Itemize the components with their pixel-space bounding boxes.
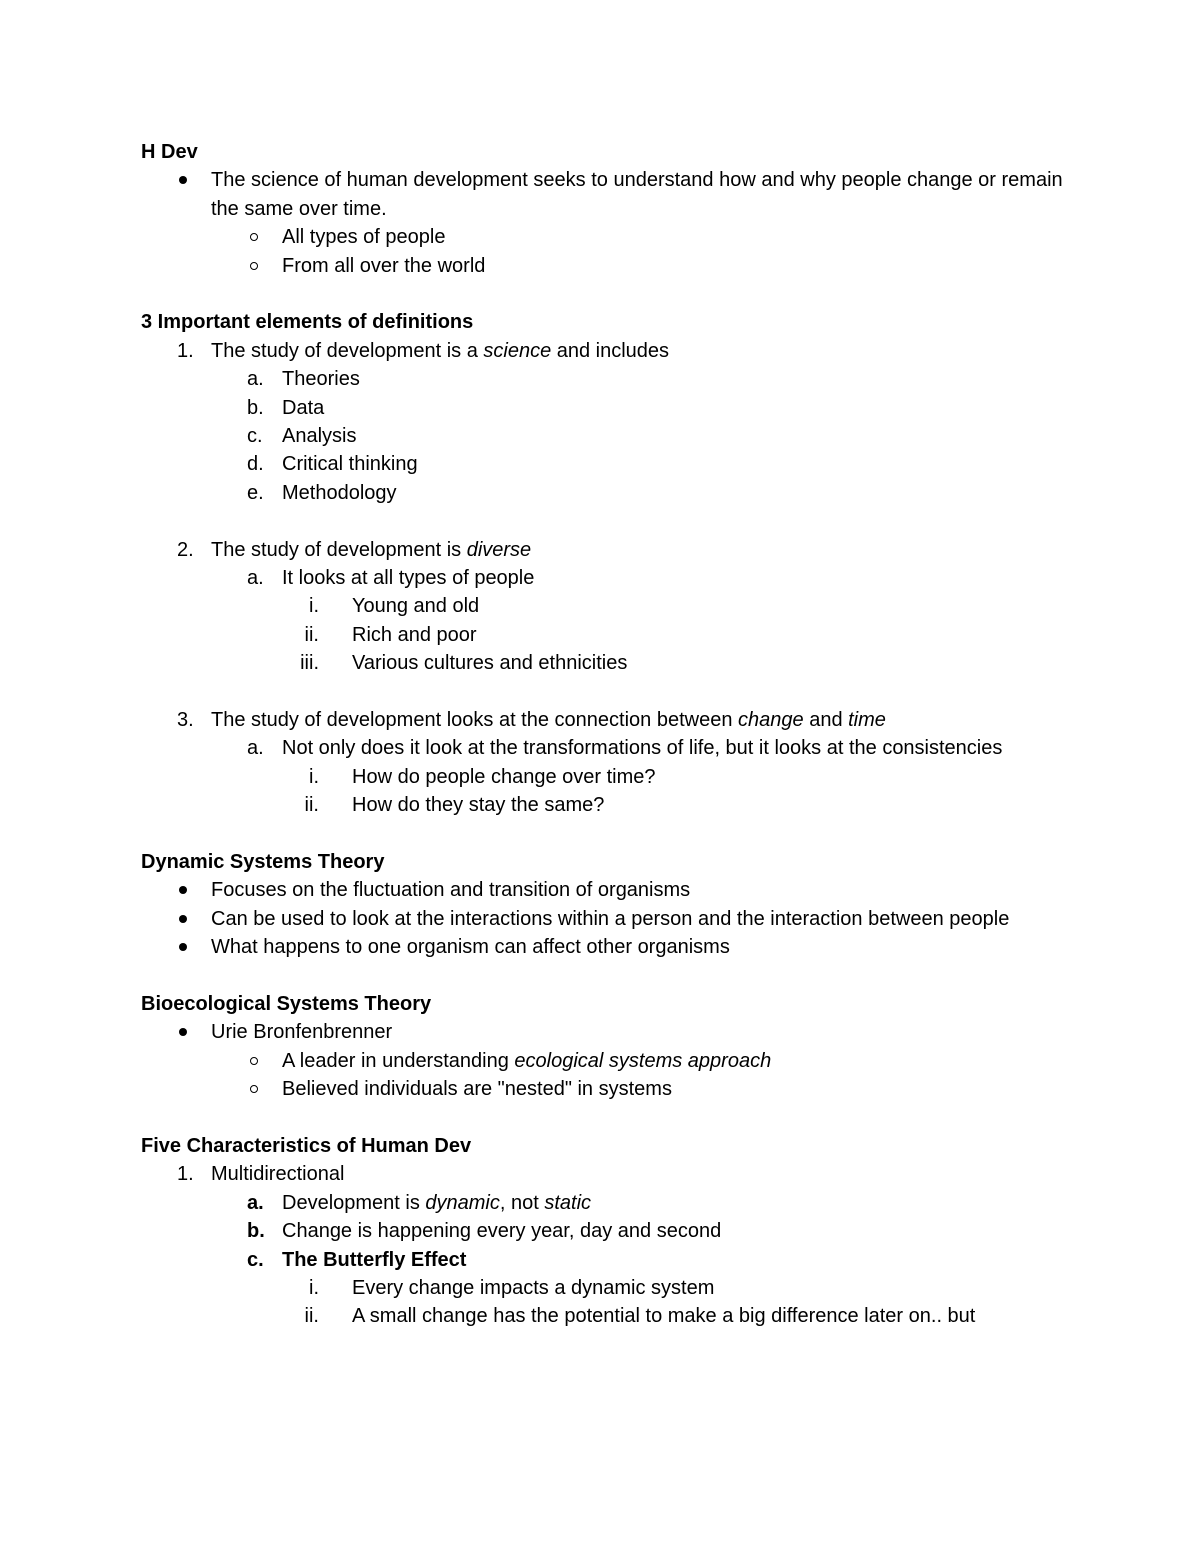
list-item-text: Theories — [282, 368, 360, 391]
list-marker: a. — [247, 368, 264, 391]
section-heading-h-dev: H Dev — [141, 141, 198, 163]
list-marker: ii. — [304, 794, 319, 817]
list-item-text: Can be used to look at the interactions within a person and the interaction between people — [211, 907, 1010, 930]
list-item-text: Critical thinking — [282, 453, 418, 476]
list-item — [141, 649, 1081, 677]
list-item — [141, 365, 1081, 393]
section-heading-elements: 3 Important elements of definitions — [141, 311, 474, 334]
list-item-text: Believed individuals are "nested" in systems — [282, 1078, 672, 1101]
list-item-text: The science of human development seeks to understand how and why people change or remain the same over time. — [211, 169, 1063, 220]
list-item-text: The study of development is diverse — [211, 538, 532, 561]
list-marker: a. — [247, 1191, 264, 1214]
list-item-text: Every change impacts a dynamic system — [352, 1277, 715, 1300]
section-heading-dynamic: Dynamic Systems Theory — [141, 851, 385, 874]
list-item-text: Rich and poor — [352, 623, 477, 646]
list-marker: e. — [247, 481, 264, 504]
list-marker: b. — [247, 1220, 265, 1243]
list-item — [141, 166, 1081, 223]
list-item — [141, 1246, 1081, 1274]
list-item-text: Focuses on the fluctuation and transition of organisms — [211, 879, 691, 902]
list-marker: b. — [247, 396, 264, 419]
list-item — [141, 252, 1081, 280]
list-item-text: The study of development is a science and includes — [211, 339, 670, 362]
list-item — [141, 536, 1081, 564]
list-item — [141, 479, 1081, 507]
list-item — [141, 592, 1081, 620]
list-item — [141, 763, 1081, 791]
list-item-text: From all over the world — [282, 254, 486, 277]
list-marker: 2. — [177, 538, 194, 561]
list-item-text: Data — [282, 396, 325, 419]
list-marker: ii. — [304, 623, 319, 646]
list-item — [141, 394, 1081, 422]
list-item-text: A small change has the potential to make a big difference later on.. but — [352, 1305, 976, 1328]
list-marker: c. — [247, 425, 263, 448]
list-item — [141, 876, 1081, 904]
document-page — [141, 138, 1081, 1331]
list-item-text: How do they stay the same? — [352, 794, 605, 817]
list-marker: d. — [247, 453, 264, 476]
bullet-circle-icon — [250, 262, 258, 270]
list-item — [141, 1160, 1081, 1188]
bullet-circle-icon — [250, 233, 258, 241]
list-item — [141, 564, 1081, 592]
list-item — [141, 1018, 1081, 1046]
list-item — [141, 450, 1081, 478]
list-item-text: Analysis — [282, 425, 357, 448]
list-item-text: Methodology — [282, 481, 397, 504]
section-heading-five-characteristics: Five Characteristics of Human Dev — [141, 1135, 472, 1158]
list-item — [141, 1302, 1081, 1330]
list-item — [141, 337, 1081, 365]
list-marker: i. — [309, 1277, 319, 1300]
list-marker: i. — [309, 595, 319, 618]
list-item — [141, 223, 1081, 251]
list-item-text: A leader in understanding ecological systems approach — [282, 1049, 772, 1072]
list-item-text: The study of development looks at the connection between change and time — [211, 709, 886, 732]
list-marker: i. — [309, 765, 319, 788]
list-marker: 3. — [177, 709, 194, 732]
list-item-text: It looks at all types of people — [282, 567, 535, 590]
list-item — [141, 1189, 1081, 1217]
bullet-dot-icon — [179, 1028, 187, 1036]
bullet-circle-icon — [250, 1057, 258, 1065]
list-marker: c. — [247, 1248, 264, 1271]
list-marker: 1. — [177, 339, 194, 362]
list-item — [141, 905, 1081, 933]
list-item — [141, 1274, 1081, 1302]
list-item-text: Not only does it look at the transformations of life, but it looks at the consistencies — [282, 737, 1003, 760]
bullet-circle-icon — [250, 1085, 258, 1093]
list-item-text: How do people change over time? — [352, 765, 656, 788]
list-item-text: The Butterfly Effect — [282, 1248, 467, 1271]
list-item-text: Various cultures and ethnicities — [352, 652, 628, 675]
list-item — [141, 706, 1081, 734]
list-item-text: Young and old — [352, 595, 480, 618]
list-item-text: What happens to one organism can affect other organisms — [211, 936, 730, 959]
list-item — [141, 422, 1081, 450]
list-marker: 1. — [177, 1163, 194, 1186]
list-item — [141, 1047, 1081, 1075]
list-item-text: All types of people — [282, 226, 446, 249]
list-item — [141, 1217, 1081, 1245]
bullet-dot-icon — [179, 943, 187, 951]
list-marker: iii. — [300, 652, 319, 675]
list-marker: ii. — [304, 1305, 319, 1328]
list-marker: a. — [247, 567, 264, 590]
list-item-text: Multidirectional — [211, 1163, 345, 1186]
list-item — [141, 1075, 1081, 1103]
list-item — [141, 734, 1081, 762]
list-item — [141, 933, 1081, 961]
list-item-text: Change is happening every year, day and second — [282, 1220, 722, 1243]
list-marker: a. — [247, 737, 264, 760]
bullet-dot-icon — [179, 915, 187, 923]
section-heading-bioecological: Bioecological Systems Theory — [141, 993, 432, 1016]
list-item — [141, 791, 1081, 819]
bullet-dot-icon — [179, 886, 187, 894]
list-item — [141, 621, 1081, 649]
list-item-text: Urie Bronfenbrenner — [211, 1021, 393, 1044]
bullet-dot-icon — [179, 176, 187, 184]
list-item-text: Development is dynamic, not static — [282, 1191, 592, 1214]
